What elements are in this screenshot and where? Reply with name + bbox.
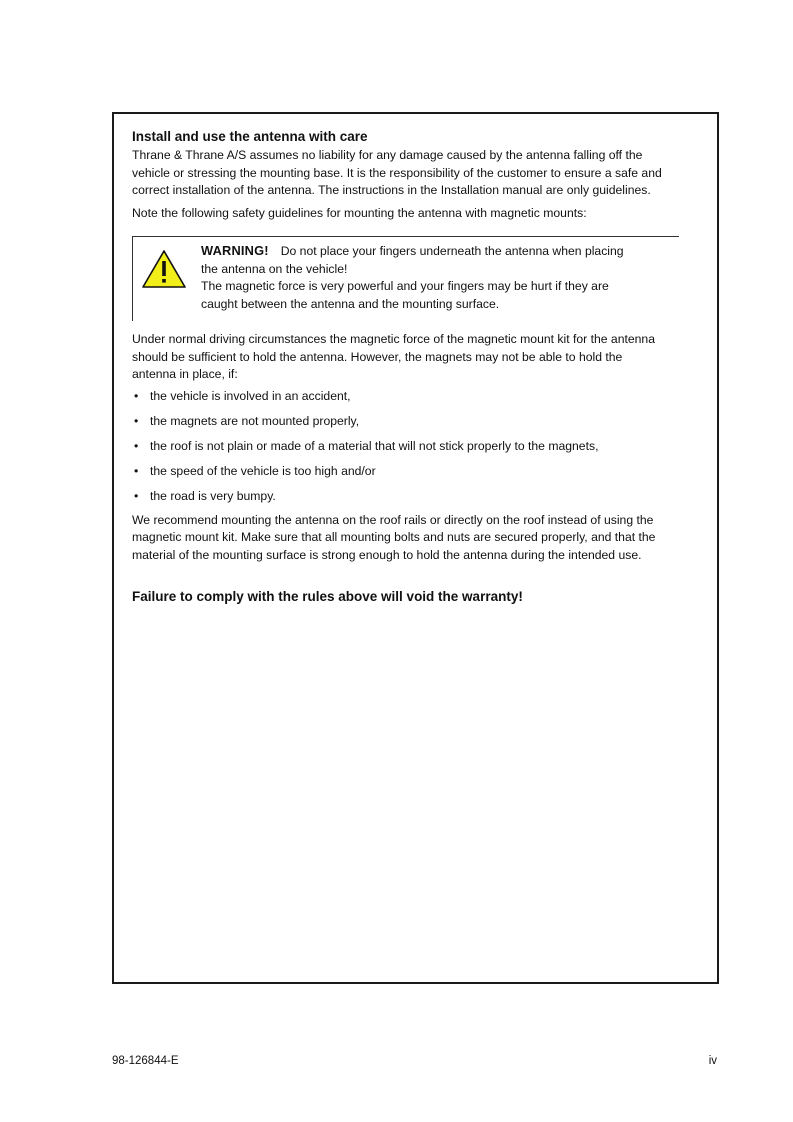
content-frame bbox=[112, 112, 719, 984]
bullet: • bbox=[134, 463, 139, 478]
intro-line: correct installation of the antenna. The instructions in the Installation manual are only guidelines. bbox=[132, 183, 651, 197]
list-item-text: the magnets are not mounted properly, bbox=[150, 413, 360, 428]
list-item-text: the roof is not plain or made of a material that will not stick properly to the magnets, bbox=[150, 438, 599, 453]
conditions-line: antenna in place, if: bbox=[132, 367, 238, 381]
list-item-text: the road is very bumpy. bbox=[150, 488, 276, 503]
warning-line: caught between the antenna and the mounting surface. bbox=[201, 296, 500, 311]
section-heading: Install and use the antenna with care bbox=[132, 129, 368, 144]
section-content bbox=[132, 128, 698, 605]
warning-line: the antenna on the vehicle! bbox=[201, 261, 348, 276]
conditions-list bbox=[132, 388, 698, 506]
warning-label: WARNING! bbox=[201, 243, 269, 258]
list-item-text: the speed of the vehicle is too high and/or bbox=[150, 463, 376, 478]
warning-text bbox=[201, 242, 671, 313]
recommendation-line: We recommend mounting the antenna on the roof rails or directly on the roof instead of using the bbox=[132, 512, 654, 527]
conditions-paragraph bbox=[132, 331, 698, 384]
intro-line: Thrane & Thrane A/S assumes no liability for any damage caused by the antenna falling off the bbox=[132, 148, 643, 162]
warranty-warning: Failure to comply with the rules above will void the warranty! bbox=[132, 589, 523, 604]
list-item bbox=[132, 463, 698, 481]
recommendation-paragraph bbox=[132, 512, 698, 565]
warning-box bbox=[132, 236, 679, 321]
warning-triangle-icon bbox=[141, 249, 187, 289]
recommendation-line: material of the mounting surface is strong enough to hold the antenna during the intended use. bbox=[132, 547, 642, 562]
list-item-text: the vehicle is involved in an accident, bbox=[150, 388, 351, 403]
bullet: • bbox=[134, 438, 139, 453]
recommendation-line: magnetic mount kit. Make sure that all mounting bolts and nuts are secured properly, and that the bbox=[132, 530, 656, 544]
conditions-line: Under normal driving circumstances the magnetic force of the magnetic mount kit for the antenna bbox=[132, 332, 655, 346]
intro-line: vehicle or stressing the mounting base. It is the responsibility of the customer to ensure a safe and bbox=[132, 165, 662, 180]
note-text: Note the following safety guidelines for mounting the antenna with magnetic mounts: bbox=[132, 205, 587, 220]
list-item bbox=[132, 438, 698, 456]
conditions-line: should be sufficient to hold the antenna. However, the magnets may not be able to hold the bbox=[132, 349, 623, 364]
bullet: • bbox=[134, 413, 139, 428]
list-item bbox=[132, 488, 698, 506]
list-item bbox=[132, 388, 698, 406]
list-item bbox=[132, 413, 698, 431]
warning-line bbox=[201, 242, 671, 261]
warning-line-rest: Do not place your fingers underneath the antenna when placing bbox=[280, 244, 624, 258]
page-number: iv bbox=[708, 1055, 717, 1067]
warning-line: The magnetic force is very powerful and your fingers may be hurt if they are bbox=[201, 279, 609, 293]
bullet: • bbox=[134, 388, 139, 403]
bullet: • bbox=[134, 488, 139, 503]
document-id: 98-126844-E bbox=[112, 1055, 179, 1067]
